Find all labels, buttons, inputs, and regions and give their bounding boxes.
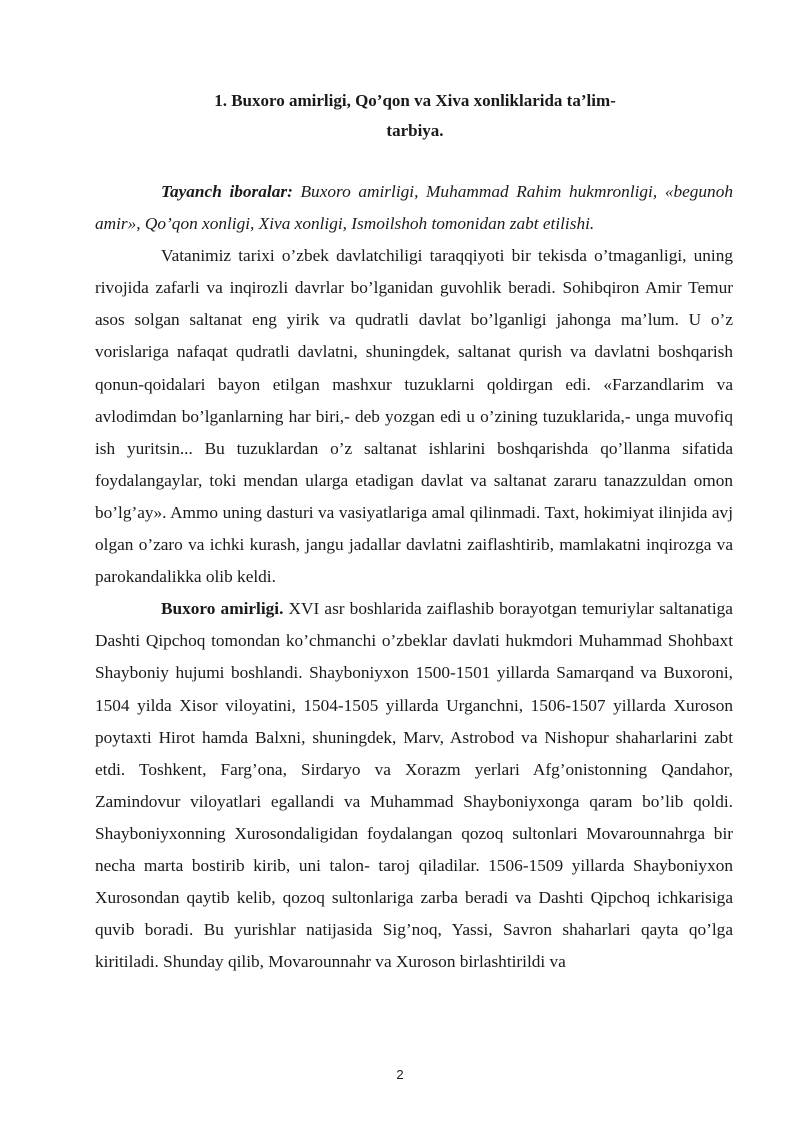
keywords-paragraph (95, 176, 733, 240)
document-body (95, 176, 733, 978)
keywords-label: Tayanch iboralar: (161, 182, 293, 201)
paragraph-run-in-heading: Buxoro amirligi. (161, 599, 284, 619)
keywords-text: Buxoro amirligi, Muhammad Rahim hukmronligi, «begunoh amir», Qo’qon xonligi, Xiva xonligi, Ismoilshoh tomonidan zabt etilishi. (95, 182, 733, 234)
section-heading-line-2: tarbiya. (386, 121, 444, 140)
paragraph-intro: Vatanimiz tarixi o’zbek davlatchiligi taraqqiyoti bir tekisda o’tmaganligi, uning rivojida zafarli va inqirozli davrlar bo’lganidan guvohlik beradi. Sohibqiron Amir Temur asos solgan saltanat eng yirik va qudratli davlat bo’lganligi jahonga ma’lum. U o’z vorislariga nafaqat qudratli davlatni, shuningdek, saltanat qurish va davlatni boshqarish qonun-qoidalari bayon etilgan mashxur tuzuklarni qoldirgan edi. «Farzandlarim va avlodimdan bo’lganlarning har biri,- deb yozgan edi u o’zining tuzuklarida,- unga muvofiq ish yuritsin... Bu tuzuklardan o’z saltanat ishlarini boshqarishda qo’llanma sifatida foydalangaylar, toki mendan ularga etadigan davlat va saltanat zararu tanazzuldan omon bo’lg’ay». Ammo uning dasturi va vasiyatlariga amal qilinmadi. Taxt, hokimiyat ilinjida avj olgan o’zaro va ichki kurash, jangu jadallar davlatni zaiflashtirib, mamlakatni inqirozga va parokandalikka olib keldi. (95, 246, 733, 587)
paragraph-buxoro-text: XVI asr boshlarida zaiflashib borayotgan temuriylar saltanatiga Dashti Qipchoq tomondan ko’chmanchi o’zbeklar davlati hukmdori Muhammad Shohbaxt Shayboniy hujumi boshlandi. Shayboniyxon 1500-1501 yillarda Samarqand va Buxoroni, 1504 yilda Xisor viloyatini, 1504-1505 yillarda Urganchni, 1506-1507 yillarda Xuroson poytaxti Hirot hamda Balxni, shuningdek, Marv, Astrobod va Nishopur shaharlarini zabt etdi. Toshkent, Farg’ona, Sirdaryo va Xorazm yerlari Afg’onistonning Qandahor, Zamindovur viloyatlari egallandi va Muhammad Shayboniyxonga qaram bo’lib qoldi. Shayboniyxonning Xurosondaligidan foydalangan qozoq sultonlari Movarounnahrga bir necha marta bostirib kirib, uni talon- taroj qiladilar. 1506-1509 yillarda Shayboniyxon Xurosondan qaytib kelib, qozoq sultonlariga zarba beradi va Dashti Qipchoq ichkarisiga quvib boradi. Bu yurishlar natijasida Sig’noq, Yassi, Savron shaharlari qayta qo’lga kiritiladi. Shunday qilib, Movarounnahr va Xuroson birlashtirildi va (95, 599, 733, 972)
section-heading-line-1: 1. Buxoro amirligi, Qo’qon va Xiva xonliklarida ta’lim- (214, 91, 616, 110)
paragraph-buxoro (95, 593, 733, 978)
page-number: 2 (396, 1067, 404, 1082)
